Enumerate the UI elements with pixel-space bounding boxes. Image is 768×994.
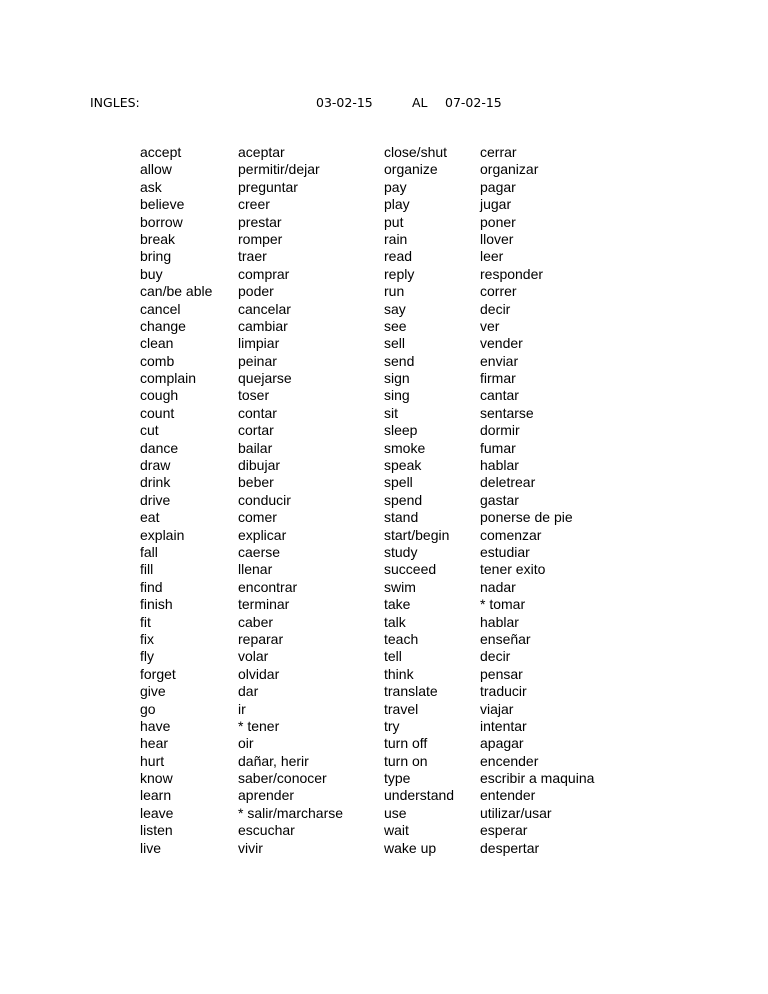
spanish-translation: beber <box>238 474 274 491</box>
spanish-translation: conducir <box>238 491 291 508</box>
english-verb: spell <box>384 474 413 491</box>
date-from: 03-02-15 <box>316 95 373 110</box>
vocab-row <box>0 492 768 509</box>
vocab-row <box>0 457 768 474</box>
english-verb: travel <box>384 700 419 717</box>
vocab-row <box>0 301 768 318</box>
english-verb: fly <box>140 648 154 665</box>
spanish-translation: * tener <box>238 717 280 734</box>
spanish-translation: contar <box>238 404 277 421</box>
english-verb: have <box>140 717 171 734</box>
english-verb: break <box>140 230 176 247</box>
english-verb: drink <box>140 474 171 491</box>
vocab-row <box>0 718 768 735</box>
spanish-translation: comer <box>238 509 277 526</box>
spanish-translation: escuchar <box>238 822 295 839</box>
vocab-row <box>0 231 768 248</box>
vocab-row <box>0 631 768 648</box>
vocab-row <box>0 614 768 631</box>
english-verb: turn on <box>384 752 428 769</box>
spanish-translation: aprender <box>238 787 295 804</box>
english-verb: start/begin <box>384 526 450 543</box>
vocab-row <box>0 161 768 178</box>
document-header <box>0 93 768 113</box>
spanish-translation: oir <box>238 735 254 752</box>
english-verb: complain <box>140 370 197 387</box>
english-verb: sing <box>384 387 410 404</box>
spanish-translation: nadar <box>480 578 516 595</box>
english-verb: cough <box>140 387 179 404</box>
spanish-translation: toser <box>238 387 270 404</box>
english-verb: tell <box>384 648 402 665</box>
spanish-translation: pagar <box>480 178 516 195</box>
english-verb: allow <box>140 161 172 178</box>
spanish-translation: encontrar <box>238 578 298 595</box>
english-verb: forget <box>140 665 176 682</box>
english-verb: play <box>384 196 410 213</box>
spanish-translation: sentarse <box>480 404 534 421</box>
vocab-row <box>0 179 768 196</box>
vocab-row <box>0 840 768 857</box>
vocab-row <box>0 335 768 352</box>
spanish-translation: terminar <box>238 596 290 613</box>
spanish-translation: cambiar <box>238 317 288 334</box>
spanish-translation: ir <box>238 700 246 717</box>
english-verb: sit <box>384 404 398 421</box>
english-verb: wait <box>384 822 409 839</box>
vocab-row <box>0 735 768 752</box>
spanish-translation: fumar <box>480 439 516 456</box>
english-verb: understand <box>384 787 455 804</box>
vocab-row <box>0 561 768 578</box>
vocab-row <box>0 770 768 787</box>
english-verb: talk <box>384 613 406 630</box>
english-verb: cut <box>140 422 159 439</box>
document-title: INGLES: <box>90 95 140 110</box>
spanish-translation: cancelar <box>238 300 291 317</box>
english-verb: fit <box>140 613 151 630</box>
english-verb: clean <box>140 335 174 352</box>
vocab-row <box>0 701 768 718</box>
spanish-translation: caber <box>238 613 274 630</box>
english-verb: eat <box>140 509 160 526</box>
english-verb: drive <box>140 491 171 508</box>
english-verb: leave <box>140 804 174 821</box>
english-verb: dance <box>140 439 179 456</box>
spanish-translation: ver <box>480 317 500 334</box>
vocab-row <box>0 666 768 683</box>
spanish-translation: encender <box>480 752 539 769</box>
english-verb: think <box>384 665 414 682</box>
vocab-row <box>0 370 768 387</box>
vocab-row <box>0 596 768 613</box>
english-verb: comb <box>140 352 175 369</box>
spanish-translation: prestar <box>238 213 282 230</box>
spanish-translation: gastar <box>480 491 519 508</box>
english-verb: smoke <box>384 439 426 456</box>
spanish-translation: correr <box>480 283 517 300</box>
english-verb: know <box>140 770 173 787</box>
english-verb: try <box>384 717 400 734</box>
spanish-translation: responder <box>480 265 544 282</box>
spanish-translation: tener exito <box>480 561 546 578</box>
english-verb: speak <box>384 457 422 474</box>
english-verb: hear <box>140 735 169 752</box>
english-verb: buy <box>140 265 163 282</box>
english-verb: believe <box>140 196 185 213</box>
vocab-row <box>0 579 768 596</box>
spanish-translation: entender <box>480 787 536 804</box>
vocab-row <box>0 787 768 804</box>
english-verb: sign <box>384 370 410 387</box>
english-verb: give <box>140 683 166 700</box>
english-verb: fix <box>140 630 154 647</box>
spanish-translation: dibujar <box>238 457 281 474</box>
english-verb: accept <box>140 144 182 160</box>
spanish-translation: llenar <box>238 561 273 578</box>
english-verb: live <box>140 839 162 856</box>
english-verb: take <box>384 596 411 613</box>
spanish-translation: hablar <box>480 613 519 630</box>
english-verb: listen <box>140 822 173 839</box>
spanish-translation: limpiar <box>238 335 280 352</box>
spanish-translation: permitir/dejar <box>238 161 320 178</box>
vocab-row <box>0 353 768 370</box>
spanish-translation: olvidar <box>238 665 280 682</box>
spanish-translation: estudiar <box>480 543 530 560</box>
spanish-translation: creer <box>238 196 270 213</box>
spanish-translation: cortar <box>238 422 274 439</box>
english-verb: put <box>384 213 404 230</box>
vocab-row <box>0 474 768 491</box>
english-verb: pay <box>384 178 407 195</box>
english-verb: cancel <box>140 300 181 317</box>
spanish-translation: utilizar/usar <box>480 804 552 821</box>
vocab-row <box>0 822 768 839</box>
english-verb: count <box>140 404 175 421</box>
spanish-translation: viajar <box>480 700 514 717</box>
vocab-row <box>0 753 768 770</box>
spanish-translation: poder <box>238 283 274 300</box>
english-verb: rain <box>384 230 408 247</box>
spanish-translation: poner <box>480 213 516 230</box>
english-verb: teach <box>384 630 419 647</box>
english-verb: borrow <box>140 213 183 230</box>
english-verb: succeed <box>384 561 437 578</box>
english-verb: reply <box>384 265 415 282</box>
spanish-translation: enseñar <box>480 630 531 647</box>
english-verb: finish <box>140 596 173 613</box>
spanish-translation: quejarse <box>238 370 292 387</box>
vocab-row <box>0 248 768 265</box>
english-verb: say <box>384 300 406 317</box>
vocab-row <box>0 196 768 213</box>
english-verb: spend <box>384 491 423 508</box>
spanish-translation: llover <box>480 230 514 247</box>
spanish-translation: peinar <box>238 352 277 369</box>
spanish-translation: traducir <box>480 683 527 700</box>
spanish-translation: caerse <box>238 543 281 560</box>
spanish-translation: vivir <box>238 839 263 856</box>
english-verb: hurt <box>140 752 165 769</box>
spanish-translation: reparar <box>238 630 284 647</box>
english-verb: find <box>140 578 163 595</box>
spanish-translation: organizar <box>480 161 539 178</box>
vocab-row <box>0 318 768 335</box>
spanish-translation: firmar <box>480 370 516 387</box>
date-separator: AL <box>412 95 428 110</box>
vocab-row <box>0 544 768 561</box>
english-verb: draw <box>140 457 171 474</box>
english-verb: study <box>384 543 418 560</box>
spanish-translation: explicar <box>238 526 287 543</box>
vocab-row <box>0 422 768 439</box>
english-verb: send <box>384 352 415 369</box>
spanish-translation: intentar <box>480 717 527 734</box>
english-verb: turn off <box>384 735 428 752</box>
vocab-row <box>0 683 768 700</box>
english-verb: close/shut <box>384 144 448 160</box>
date-to: 07-02-15 <box>445 95 502 110</box>
spanish-translation: dañar, herir <box>238 752 309 769</box>
spanish-translation: volar <box>238 648 269 665</box>
spanish-translation: saber/conocer <box>238 770 327 787</box>
vocab-row <box>0 805 768 822</box>
spanish-translation: apagar <box>480 735 524 752</box>
spanish-translation: cantar <box>480 387 519 404</box>
spanish-translation: hablar <box>480 457 519 474</box>
vocab-row <box>0 527 768 544</box>
spanish-translation: vender <box>480 335 523 352</box>
vocabulary-list <box>0 144 768 857</box>
spanish-translation: aceptar <box>238 144 285 160</box>
spanish-translation: comprar <box>238 265 290 282</box>
english-verb: see <box>384 317 407 334</box>
vocab-row <box>0 440 768 457</box>
english-verb: fall <box>140 543 158 560</box>
vocab-row <box>0 648 768 665</box>
english-verb: sleep <box>384 422 418 439</box>
english-verb: wake up <box>384 839 437 856</box>
english-verb: swim <box>384 578 416 595</box>
spanish-translation: * salir/marcharse <box>238 804 344 821</box>
vocab-row <box>0 509 768 526</box>
spanish-translation: bailar <box>238 439 273 456</box>
spanish-translation: cerrar <box>480 144 517 160</box>
english-verb: read <box>384 248 413 265</box>
vocab-row <box>0 214 768 231</box>
spanish-translation: esperar <box>480 822 528 839</box>
english-verb: organize <box>384 161 438 178</box>
english-verb: run <box>384 283 405 300</box>
spanish-translation: ponerse de pie <box>480 509 573 526</box>
spanish-translation: pensar <box>480 665 523 682</box>
vocab-row <box>0 387 768 404</box>
spanish-translation: decir <box>480 300 511 317</box>
spanish-translation: deletrear <box>480 474 536 491</box>
spanish-translation: preguntar <box>238 178 298 195</box>
spanish-translation: despertar <box>480 839 540 856</box>
english-verb: use <box>384 804 407 821</box>
vocab-row <box>0 405 768 422</box>
english-verb: change <box>140 317 186 334</box>
spanish-translation: enviar <box>480 352 519 369</box>
english-verb: fill <box>140 561 154 578</box>
spanish-translation: dormir <box>480 422 520 439</box>
spanish-translation: * tomar <box>480 596 526 613</box>
english-verb: sell <box>384 335 406 352</box>
spanish-translation: romper <box>238 230 283 247</box>
spanish-translation: decir <box>480 648 511 665</box>
spanish-translation: jugar <box>480 196 512 213</box>
english-verb: translate <box>384 683 438 700</box>
english-verb: ask <box>140 178 162 195</box>
spanish-translation: comenzar <box>480 526 542 543</box>
vocab-row <box>0 266 768 283</box>
english-verb: type <box>384 770 411 787</box>
spanish-translation: dar <box>238 683 259 700</box>
vocab-row <box>0 144 768 161</box>
vocab-row <box>0 283 768 300</box>
spanish-translation: traer <box>238 248 267 265</box>
english-verb: can/be able <box>140 283 213 300</box>
english-verb: explain <box>140 526 185 543</box>
spanish-translation: leer <box>480 248 504 265</box>
english-verb: stand <box>384 509 419 526</box>
english-verb: learn <box>140 787 172 804</box>
spanish-translation: escribir a maquina <box>480 770 595 787</box>
english-verb: go <box>140 700 156 717</box>
english-verb: bring <box>140 248 172 265</box>
